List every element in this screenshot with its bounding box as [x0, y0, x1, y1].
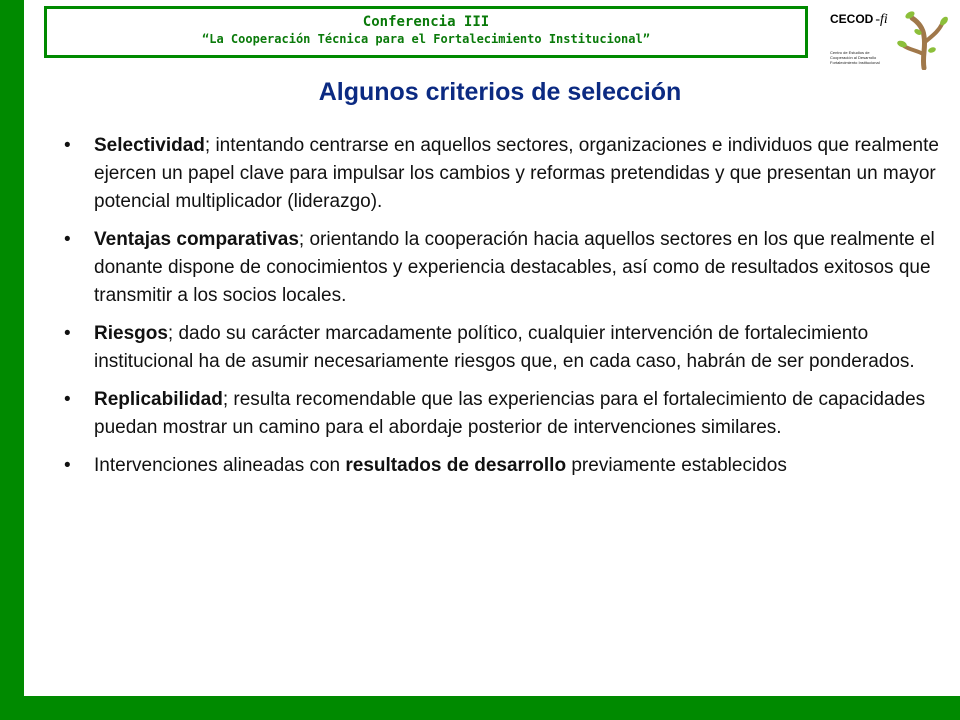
bullet-dot-icon: • — [64, 135, 71, 156]
bullet-list — [62, 132, 952, 490]
left-green-bar — [0, 0, 24, 720]
conference-title: Conferencia III — [362, 14, 490, 30]
cecod-logo-subtitle: Centro de Estudios de Cooperación al Desarrollo Fortalecimiento Institucional — [830, 50, 880, 65]
bullet-item-replicabilidad: • Replicabilidad; resulta recomendable que las experiencias para el fortalecimiento de capacidades puedan mostrar un camino para el abordaje posterior de intervenciones similares. — [62, 386, 952, 442]
bottom-green-bar — [0, 696, 960, 720]
conference-header — [44, 6, 808, 58]
bullet-dot-icon: • — [64, 323, 71, 344]
bullet-dot-icon: • — [64, 389, 71, 410]
cecod-logo-suffix: -fi — [875, 12, 888, 27]
cecod-logo-name: CECOD — [830, 12, 874, 26]
cecod-logo — [826, 6, 890, 68]
bullet-dot-icon: • — [64, 229, 71, 250]
bullet-item-selectividad: • Selectividad; intentando centrarse en aquellos sectores, organizaciones e individuos que realmente ejercen un papel clave para impulsar los cambios y reformas pretendidas y que presentan un mayor potencial multiplicador (liderazgo). — [62, 132, 952, 216]
conference-subtitle: “La Cooperación Técnica para el Fortalecimiento Institucional” — [202, 32, 650, 46]
plant-logo-icon — [892, 6, 956, 70]
bullet-dot-icon: • — [64, 455, 71, 476]
bullet-item-intervenciones: • Intervenciones alineadas con resultados de desarrollo previamente establecidos — [62, 452, 952, 480]
bullet-item-riesgos: • Riesgos; dado su carácter marcadamente político, cualquier intervención de fortalecimiento institucional ha de asumir necesariamente riesgos que, en cada caso, habrán de ser ponderados. — [62, 320, 952, 376]
logo-area — [822, 2, 958, 70]
bullet-item-ventajas: • Ventajas comparativas; orientando la cooperación hacia aquellos sectores en los que realmente el donante dispone de conocimientos y experiencia destacables, así como de resultados exitosos que transmitir a los socios locales. — [62, 226, 952, 310]
slide-title: Algunos criterios de selección — [318, 78, 682, 106]
